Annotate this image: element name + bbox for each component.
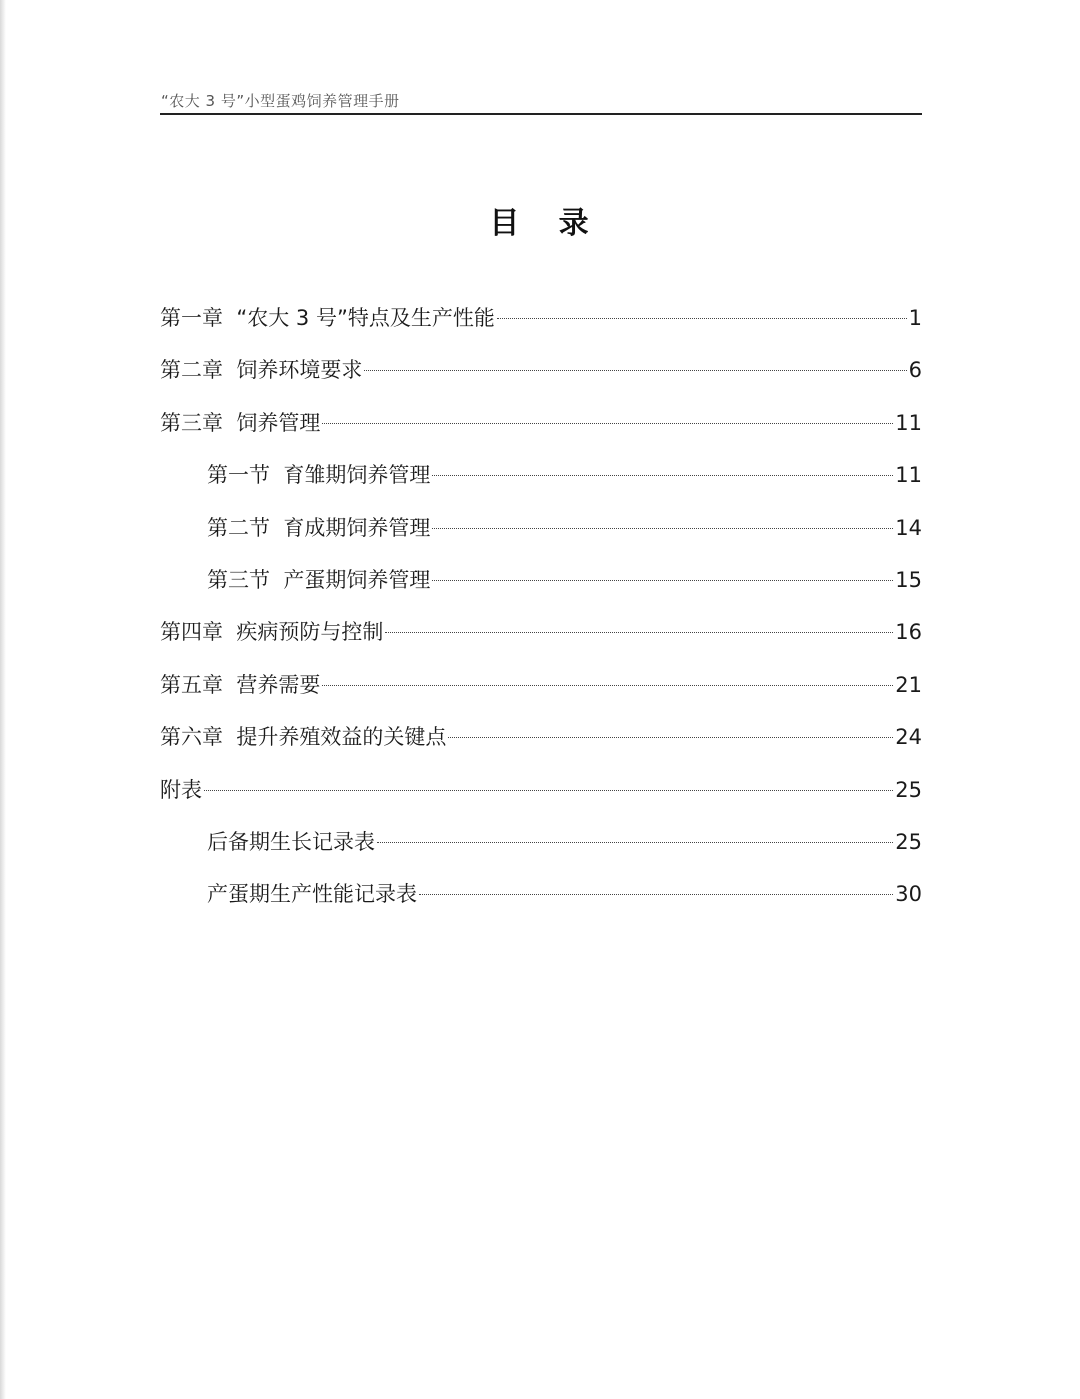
toc-entry-page: 25	[895, 829, 922, 854]
toc-dot-leader	[432, 475, 893, 476]
toc-entry-label: 后备期生长记录表	[207, 829, 375, 854]
toc-entry-label: 第一章 “农大 3 号”特点及生产性能	[160, 306, 495, 330]
toc-entry-label: 第二节 育成期饲养管理	[207, 515, 431, 540]
toc-entry-label: 第四章 疾病预防与控制	[160, 620, 384, 645]
toc-entry-page: 24	[895, 725, 922, 750]
toc-title: 目 录	[489, 206, 591, 241]
toc-entry[interactable]	[160, 663, 922, 715]
toc-entry[interactable]	[160, 610, 922, 662]
toc-entry[interactable]	[160, 872, 922, 924]
toc-entry[interactable]	[160, 820, 922, 872]
toc-dot-leader	[419, 894, 893, 895]
toc-entry-page: 30	[895, 882, 922, 907]
toc-entry-page: 15	[895, 567, 922, 592]
toc-dot-leader	[322, 685, 893, 686]
toc-entry[interactable]	[160, 506, 922, 558]
toc-entry[interactable]	[160, 768, 922, 820]
toc-entry-label: 第三节 产蛋期饲养管理	[207, 567, 431, 592]
toc-entry-label: 第三章 饲养管理	[160, 410, 321, 435]
toc-entry-label: 第五章 营养需要	[160, 672, 321, 697]
running-header: “农大 3 号”小型蛋鸡饲养管理手册	[161, 92, 400, 110]
toc-dot-leader	[432, 580, 893, 581]
toc-entry-page: 6	[908, 358, 922, 383]
toc-entry-label: 第二章 饲养环境要求	[160, 358, 363, 383]
toc-dot-leader	[322, 423, 893, 424]
toc-entry[interactable]	[160, 558, 922, 610]
toc-entry-page: 21	[895, 672, 922, 697]
header-rule	[160, 113, 922, 115]
toc-entry[interactable]	[160, 296, 922, 348]
toc-dot-leader	[448, 737, 893, 738]
toc-dot-leader	[377, 842, 893, 843]
toc-entry-page: 11	[895, 463, 922, 488]
toc-dot-leader	[432, 528, 893, 529]
toc-entry[interactable]	[160, 453, 922, 505]
toc-dot-leader	[364, 370, 906, 371]
toc-entry-page: 1	[908, 306, 922, 330]
toc-dot-leader	[204, 790, 893, 791]
toc-dot-leader	[497, 318, 907, 319]
toc-list	[160, 296, 922, 925]
toc-dot-leader	[385, 632, 893, 633]
toc-entry-label: 附表	[160, 777, 202, 802]
toc-entry-label: 产蛋期生产性能记录表	[207, 882, 417, 907]
toc-entry-label: 第一节 育雏期饲养管理	[207, 463, 431, 488]
toc-entry[interactable]	[160, 715, 922, 767]
toc-entry-label: 第六章 提升养殖效益的关键点	[160, 725, 447, 750]
toc-entry-page: 11	[895, 410, 922, 435]
toc-entry-page: 25	[895, 777, 922, 802]
toc-entry[interactable]	[160, 401, 922, 453]
toc-entry[interactable]	[160, 348, 922, 400]
toc-entry-page: 16	[895, 620, 922, 645]
toc-entry-page: 14	[895, 515, 922, 540]
